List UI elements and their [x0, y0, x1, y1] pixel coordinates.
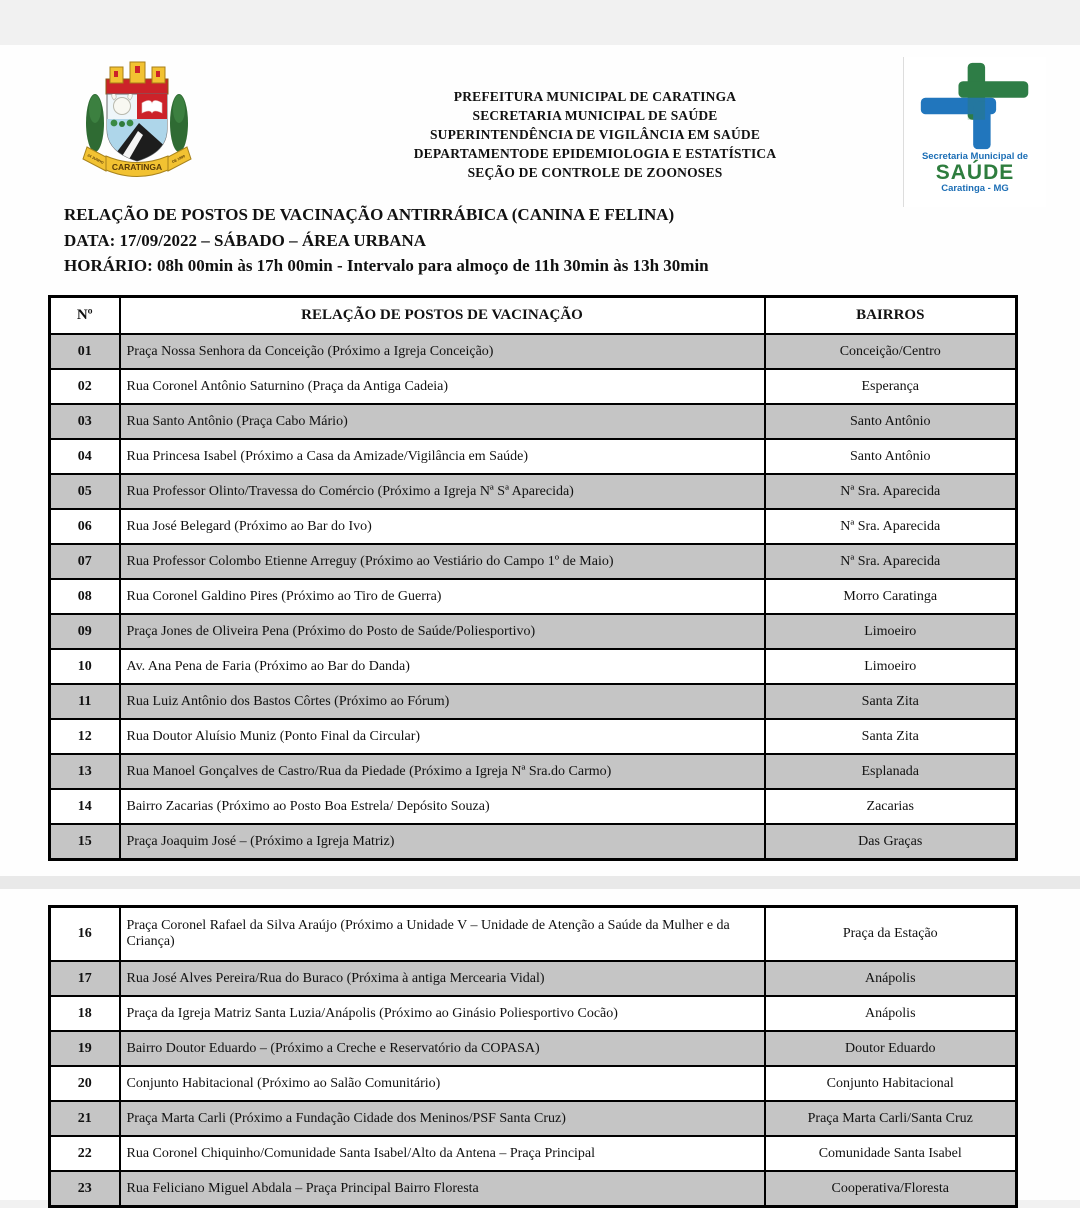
title-line-schedule: HORÁRIO: 08h 00min às 17h 00min - Intervalo para almoço de 11h 30min às 13h 30min	[64, 256, 709, 275]
double-cross-icon	[915, 61, 1035, 151]
cell-bairro: Limoeiro	[765, 614, 1017, 649]
cell-post: Rua José Alves Pereira/Rua do Buraco (Próxima à antiga Mercearia Vidal)	[120, 961, 765, 996]
table-row	[50, 754, 1017, 789]
cell-num: 15	[50, 824, 120, 860]
table-row	[50, 824, 1017, 860]
cell-bairro: Cooperativa/Floresta	[765, 1171, 1017, 1207]
cell-post: Rua Santo Antônio (Praça Cabo Mário)	[120, 404, 765, 439]
cell-post: Rua Feliciano Miguel Abdala – Praça Principal Bairro Floresta	[120, 1171, 765, 1207]
cell-bairro: Esplanada	[765, 754, 1017, 789]
vaccination-posts-table-page1	[48, 295, 1018, 861]
table-row	[50, 404, 1017, 439]
table-row	[50, 474, 1017, 509]
org-line-1: PREFEITURA MUNICIPAL DE CARATINGA	[453, 89, 737, 104]
cell-bairro: Das Graças	[765, 824, 1017, 860]
cell-num: 10	[50, 649, 120, 684]
cell-post: Rua Coronel Chiquinho/Comunidade Santa Isabel/Alto da Antena – Praça Principal	[120, 1136, 765, 1171]
table-row	[50, 789, 1017, 824]
cell-num: 17	[50, 961, 120, 996]
cell-bairro: Praça da Estação	[765, 907, 1017, 962]
cell-post: Rua Princesa Isabel (Próximo a Casa da Amizade/Vigilância em Saúde)	[120, 439, 765, 474]
title-line-campaign: RELAÇÃO DE POSTOS DE VACINAÇÃO ANTIRRÁBICA (CANINA E FELINA)	[64, 205, 675, 224]
cell-bairro: Conjunto Habitacional	[765, 1066, 1017, 1101]
document-page-1	[0, 45, 1080, 876]
cell-bairro: Santo Antônio	[765, 439, 1017, 474]
table-row	[50, 996, 1017, 1031]
cell-bairro: Praça Marta Carli/Santa Cruz	[765, 1101, 1017, 1136]
crest-banner-text: CARATINGA	[111, 162, 163, 172]
org-header	[320, 87, 870, 182]
cell-post: Rua Luiz Antônio dos Bastos Côrtes (Próximo ao Fórum)	[120, 684, 765, 719]
crest-crown	[106, 62, 168, 94]
cell-num: 05	[50, 474, 120, 509]
cell-num: 13	[50, 754, 120, 789]
org-line-3: SUPERINTENDÊNCIA DE VIGILÂNCIA EM SAÚDE	[429, 127, 761, 142]
cell-post: Rua José Belegard (Próximo ao Bar do Ivo)	[120, 509, 765, 544]
cell-post: Praça da Igreja Matriz Santa Luzia/Anápolis (Próximo ao Ginásio Poliesportivo Cocão)	[120, 996, 765, 1031]
vaccination-posts-table-page2	[48, 905, 1018, 1208]
cell-bairro: Limoeiro	[765, 649, 1017, 684]
cell-post: Bairro Doutor Eduardo – (Próximo a Creche e Reservatório da COPASA)	[120, 1031, 765, 1066]
page-break-strip	[0, 876, 1080, 889]
cell-num: 09	[50, 614, 120, 649]
cell-num: 22	[50, 1136, 120, 1171]
header-posts: RELAÇÃO DE POSTOS DE VACINAÇÃO	[120, 297, 765, 335]
health-logo-line2: SAÚDE	[935, 161, 1015, 184]
cell-post: Rua Coronel Antônio Saturnino (Praça da Antiga Cadeia)	[120, 369, 765, 404]
cell-num: 08	[50, 579, 120, 614]
table-row	[50, 439, 1017, 474]
cell-num: 14	[50, 789, 120, 824]
cell-bairro: Anápolis	[765, 996, 1017, 1031]
org-line-4: DEPARTAMENTODE EPIDEMIOLOGIA E ESTATÍSTICA	[413, 146, 777, 161]
table-row	[50, 1101, 1017, 1136]
org-line-2: SECRETARIA MUNICIPAL DE SAÚDE	[472, 108, 718, 123]
health-secretariat-logo	[903, 57, 1046, 207]
document-page-2	[0, 889, 1080, 1200]
org-line-5: SEÇÃO DE CONTROLE DE ZOONOSES	[467, 165, 723, 180]
table-row	[50, 719, 1017, 754]
cell-num: 01	[50, 334, 120, 369]
table-row	[50, 907, 1017, 962]
cell-post: Bairro Zacarias (Próximo ao Posto Boa Estrela/ Depósito Souza)	[120, 789, 765, 824]
cell-num: 04	[50, 439, 120, 474]
header-bairros: BAIRROS	[765, 297, 1017, 335]
cell-post: Rua Doutor Aluísio Muniz (Ponto Final da Circular)	[120, 719, 765, 754]
table-row	[50, 961, 1017, 996]
table-row	[50, 614, 1017, 649]
cell-bairro: Santa Zita	[765, 684, 1017, 719]
cell-post: Conjunto Habitacional (Próximo ao Salão Comunitário)	[120, 1066, 765, 1101]
cell-post: Praça Joaquim José – (Próximo a Igreja Matriz)	[120, 824, 765, 860]
cell-num: 07	[50, 544, 120, 579]
title-line-date: DATA: 17/09/2022 – SÁBADO – ÁREA URBANA	[64, 230, 427, 250]
table-row	[50, 509, 1017, 544]
table-row	[50, 544, 1017, 579]
cell-bairro: Nª Sra. Aparecida	[765, 509, 1017, 544]
cell-num: 16	[50, 907, 120, 962]
cell-bairro: Santo Antônio	[765, 404, 1017, 439]
cell-num: 21	[50, 1101, 120, 1136]
health-logo-line1: Secretaria Municipal de	[921, 151, 1029, 162]
cell-bairro: Esperança	[765, 369, 1017, 404]
header-number: Nº	[50, 297, 120, 335]
cell-bairro: Morro Caratinga	[765, 579, 1017, 614]
table-row	[50, 684, 1017, 719]
top-margin-strip	[0, 0, 1080, 45]
cell-post: Av. Ana Pena de Faria (Próximo ao Bar do Danda)	[120, 649, 765, 684]
table-row	[50, 1136, 1017, 1171]
cell-num: 06	[50, 509, 120, 544]
cell-num: 03	[50, 404, 120, 439]
cell-bairro: Nª Sra. Aparecida	[765, 544, 1017, 579]
cell-num: 23	[50, 1171, 120, 1207]
cell-bairro: Doutor Eduardo	[765, 1031, 1017, 1066]
cell-post: Praça Coronel Rafael da Silva Araújo (Próximo a Unidade V – Unidade de Atenção a Saúde da Mulher e da Criança)	[120, 907, 765, 962]
table-header-row	[50, 297, 1017, 335]
cell-post: Praça Nossa Senhora da Conceição (Próximo a Igreja Conceição)	[120, 334, 765, 369]
table-row	[50, 334, 1017, 369]
cell-bairro: Nª Sra. Aparecida	[765, 474, 1017, 509]
cell-bairro: Anápolis	[765, 961, 1017, 996]
cell-num: 20	[50, 1066, 120, 1101]
table-row	[50, 579, 1017, 614]
cell-bairro: Conceição/Centro	[765, 334, 1017, 369]
table-row	[50, 1171, 1017, 1207]
table-row	[50, 1031, 1017, 1066]
crest-ribbon-right-text: DE 1890	[171, 154, 186, 165]
health-logo-line3: Caratinga - MG	[941, 183, 1009, 194]
cell-bairro: Comunidade Santa Isabel	[765, 1136, 1017, 1171]
cell-num: 11	[50, 684, 120, 719]
cell-num: 18	[50, 996, 120, 1031]
cell-bairro: Santa Zita	[765, 719, 1017, 754]
table-row	[50, 649, 1017, 684]
cell-post: Rua Manoel Gonçalves de Castro/Rua da Piedade (Próximo a Igreja Nª Sra.do Carmo)	[120, 754, 765, 789]
cell-bairro: Zacarias	[765, 789, 1017, 824]
table-row	[50, 1066, 1017, 1101]
cell-post: Praça Marta Carli (Próximo a Fundação Cidade dos Meninos/PSF Santa Cruz)	[120, 1101, 765, 1136]
table-row	[50, 369, 1017, 404]
cell-num: 19	[50, 1031, 120, 1066]
cell-post: Praça Jones de Oliveira Pena (Próximo do Posto de Saúde/Poliesportivo)	[120, 614, 765, 649]
document-title	[64, 202, 1024, 279]
coat-of-arms-graphic	[64, 57, 210, 189]
cell-num: 02	[50, 369, 120, 404]
cell-post: Rua Coronel Galdino Pires (Próximo ao Tiro de Guerra)	[120, 579, 765, 614]
crest-shield	[107, 93, 168, 161]
cell-num: 12	[50, 719, 120, 754]
cell-post: Rua Professor Olinto/Travessa do Comércio (Próximo a Igreja Nª Sª Aparecida)	[120, 474, 765, 509]
crest-ribbon-left-text: 24 JUNHO	[86, 153, 105, 165]
caratinga-coat-of-arms-icon	[64, 57, 210, 189]
cell-post: Rua Professor Colombo Etienne Arreguy (Próximo ao Vestiário do Campo 1º de Maio)	[120, 544, 765, 579]
